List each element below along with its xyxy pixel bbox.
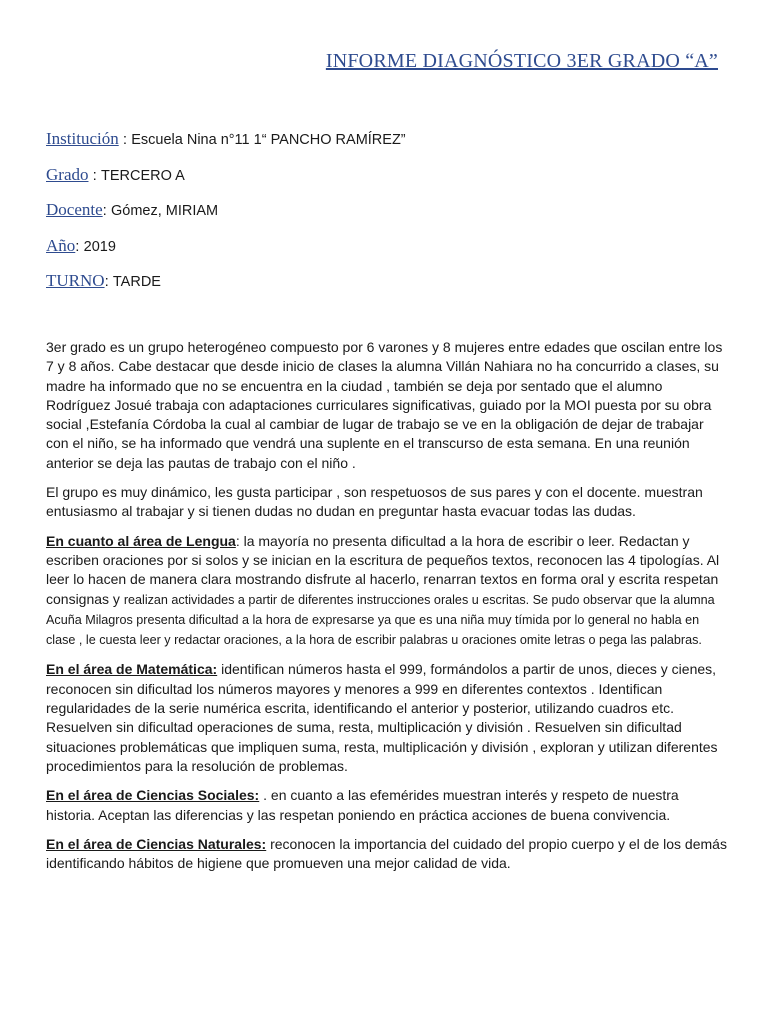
- meta-turno: [46, 267, 726, 303]
- paragraph-sociales: [46, 786, 730, 825]
- document-metadata: [46, 125, 726, 303]
- meta-separator: :: [118, 131, 132, 148]
- paragraph-group: El grupo es muy dinámico, les gusta participar , son respetuosos de sus pares y con el docente. muestran entusiasmo al trabajar y si tienen dudas no dudan en preguntar hasta evacuar todas las dudas.: [46, 484, 703, 520]
- document-title: INFORME DIAGNÓSTICO 3ER GRADO “A”: [325, 50, 718, 72]
- paragraph-intro: 3er grado es un grupo heterogéneo compuesto por 6 varones y 8 mujeres entre edades que oscilan entre los 7 y 8 años. Cabe destacar que desde inicio de clases la alumna Villán Nahiara no ha concurrido a clases, su madre ha informado que no se encuentra en la ciudad , también se deja por sentado que el alumno Rodríguez Josué trabaja con adaptaciones curriculares significativas, guiado por la MOI puesta por su obra social ,Estefanía Córdoba la cual al cambiar de lugar de trabajo se ve en la obligación de dejar de trabajar con el niño, se ha informado que vendrá una suplente en el transcurso de esta semana. En una reunión anterior se deja las pautas de trabajo con el niño .: [46, 339, 723, 471]
- meta-key: Año: [46, 235, 76, 255]
- paragraph-naturales: [46, 835, 730, 874]
- meta-separator: :: [75, 237, 84, 255]
- section-heading-sociales: En el área de Ciencias Sociales:: [46, 787, 260, 804]
- meta-value: TARDE: [112, 274, 161, 290]
- meta-grado: [46, 161, 726, 197]
- meta-anio: [46, 232, 726, 268]
- meta-key: Grado: [46, 164, 89, 184]
- meta-separator: :: [102, 202, 111, 219]
- meta-institucion: [46, 125, 726, 161]
- paragraph-text: reconocen la importancia del cuidado del propio cuerpo y el de los demás identificando hábitos de higiene que promueven una mejor calidad de vida.: [46, 835, 727, 872]
- section-heading-naturales: En el área de Ciencias Naturales:: [46, 835, 267, 852]
- meta-key: TURNO: [46, 271, 105, 290]
- meta-separator: :: [88, 166, 101, 184]
- paragraph-text: : la mayoría no presenta dificultad a la hora de escribir o leer. Redactan y escriben oraciones por si solos y se inician en la escritura de pequeños textos, reconocen las 4 tipologías. Al leer lo hacen de manera clara mostrando disfrute al hacerlo, renarran textos en forma oral y escrita respetan consignas y: [46, 532, 720, 607]
- meta-value: Escuela Nina n°11 1“ PANCHO RAMÍREZ”: [131, 132, 406, 148]
- paragraph-text: identifican números hasta el 999, formándolos a partir de unos, dieces y cienes, reconocen sin dificultad los números mayores y menores a 999 en diferentes contextos . Identifican regularidades de la serie numérica escrita, identificando el anterior y posterior, utilizando cuadros etc. Resuelven sin dificultad operaciones de suma, resta, multiplicación y división . Resuelven sin dificultad situaciones problemáticas que impliquen suma, resta, multiplicación y división , exploran y utilizan diferentes procedimientos para la resolución de problemas.: [46, 661, 718, 774]
- meta-key: Institución: [46, 129, 119, 148]
- meta-docente: [46, 196, 726, 232]
- meta-value: TERCERO A: [101, 167, 185, 184]
- section-heading-lengua: En cuanto al área de Lengua: [46, 532, 236, 549]
- paragraph-matematica: [46, 660, 730, 776]
- document-body: [46, 338, 730, 883]
- section-heading-matematica: En el área de Matemática:: [46, 661, 218, 678]
- meta-key: Docente: [46, 200, 103, 219]
- paragraph-lengua: [46, 532, 730, 651]
- meta-value: Gómez, MIRIAM: [110, 203, 219, 219]
- meta-value: 2019: [83, 238, 116, 255]
- paragraph-text-small: realizan actividades a partir de diferentes instrucciones orales u escritas. Se pudo observar que la alumna Acuña Milagros presenta dificultad a la hora de expresarse ya que es una niña muy tímida por lo general no habla en clase , le cuesta leer y redactar oraciones, a la hora de escribir palabras u oraciones omite letras o pega las palabras.: [46, 592, 715, 648]
- meta-separator: :: [104, 273, 113, 290]
- paragraph-text: . en cuanto a las efemérides muestran interés y respeto de nuestra historia. Aceptan las diferencias y las respetan poniendo en práctica acciones de buena convivencia.: [46, 787, 679, 823]
